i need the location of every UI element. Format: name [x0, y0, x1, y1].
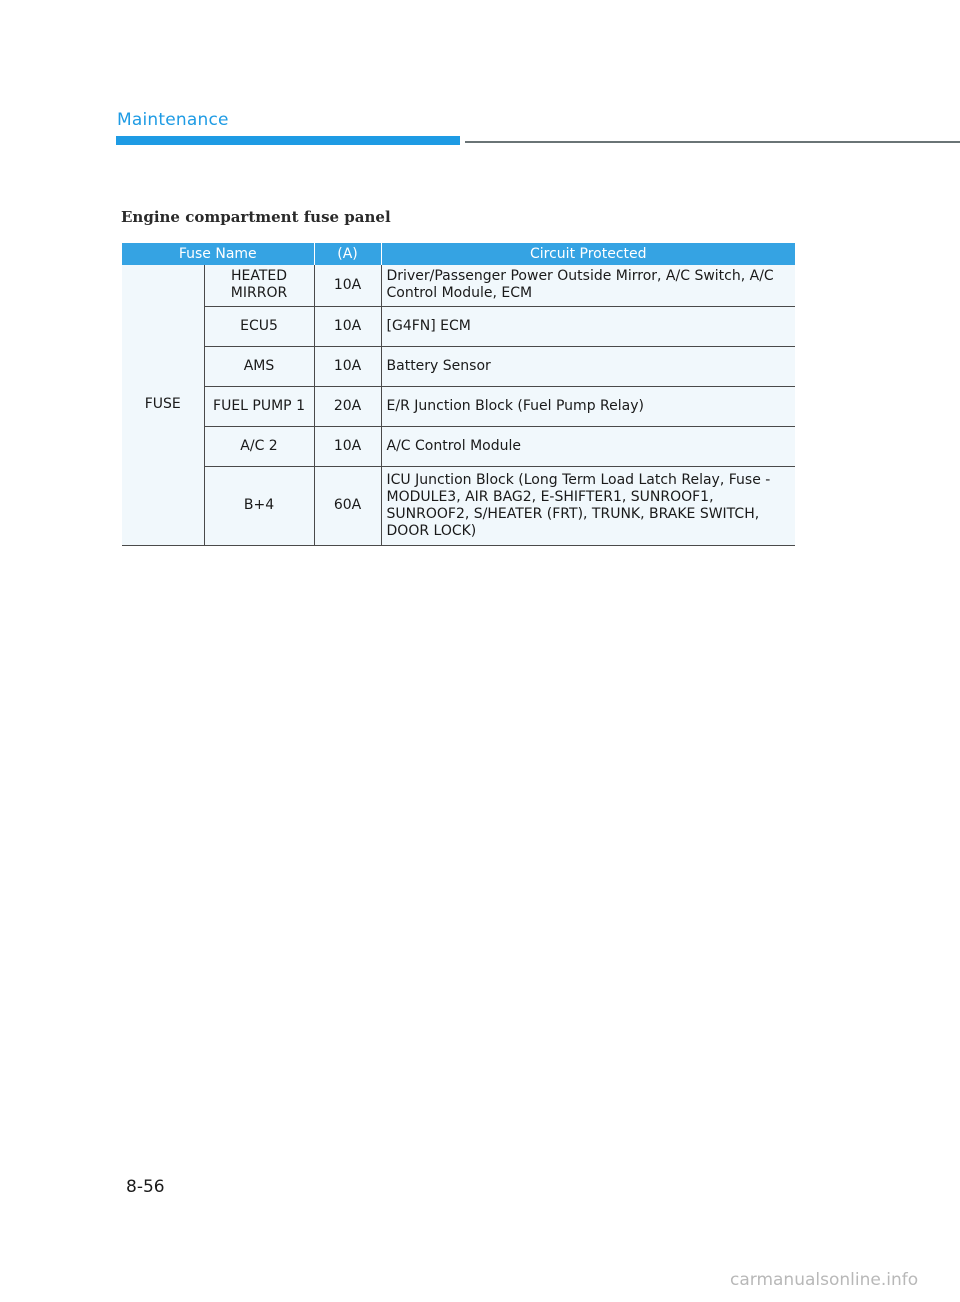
table-row [122, 426, 795, 466]
page-number: 8-56 [126, 1177, 165, 1197]
fuse-circuit: A/C Control Module [381, 426, 795, 466]
fuse-amps: 60A [314, 466, 381, 545]
fuse-name: FUEL PUMP 1 [204, 386, 314, 426]
header-rule-gray [465, 141, 960, 143]
watermark: carmanualsonline.info [730, 1270, 919, 1290]
table-row [122, 386, 795, 426]
column-header-fuse-name: Fuse Name [122, 243, 314, 265]
table-row [122, 466, 795, 545]
page-title: Engine compartment fuse panel [121, 208, 391, 226]
table-header-row [122, 243, 795, 265]
section-header: Maintenance [117, 110, 229, 130]
fuse-amps: 20A [314, 386, 381, 426]
fuse-amps: 10A [314, 306, 381, 346]
fuse-circuit: ICU Junction Block (Long Term Load Latch Relay, Fuse - MODULE3, AIR BAG2, E-SHIFTER1, SUNROOF1, SUNROOF2, S/HEATER (FRT), TRUNK, BRAKE SWITCH, DOOR LOCK) [381, 466, 795, 545]
fuse-name: ECU5 [204, 306, 314, 346]
fuse-name: AMS [204, 346, 314, 386]
fuse-circuit: E/R Junction Block (Fuel Pump Relay) [381, 386, 795, 426]
fuse-circuit: Driver/Passenger Power Outside Mirror, A/C Switch, A/C Control Module, ECM [381, 265, 795, 306]
fuse-name: HEATED MIRROR [204, 265, 314, 306]
fuse-name: A/C 2 [204, 426, 314, 466]
table-row [122, 265, 795, 306]
table-row [122, 346, 795, 386]
header-rule-blue [116, 136, 460, 145]
table-row [122, 306, 795, 346]
column-header-amps: (A) [314, 243, 381, 265]
fuse-amps: 10A [314, 265, 381, 306]
fuse-circuit: [G4FN] ECM [381, 306, 795, 346]
fuse-amps: 10A [314, 346, 381, 386]
fuse-table [122, 243, 795, 546]
fuse-circuit: Battery Sensor [381, 346, 795, 386]
column-header-circuit: Circuit Protected [381, 243, 795, 265]
fuse-amps: 10A [314, 426, 381, 466]
fuse-name: B+4 [204, 466, 314, 545]
fuse-group-label: FUSE [122, 265, 204, 545]
